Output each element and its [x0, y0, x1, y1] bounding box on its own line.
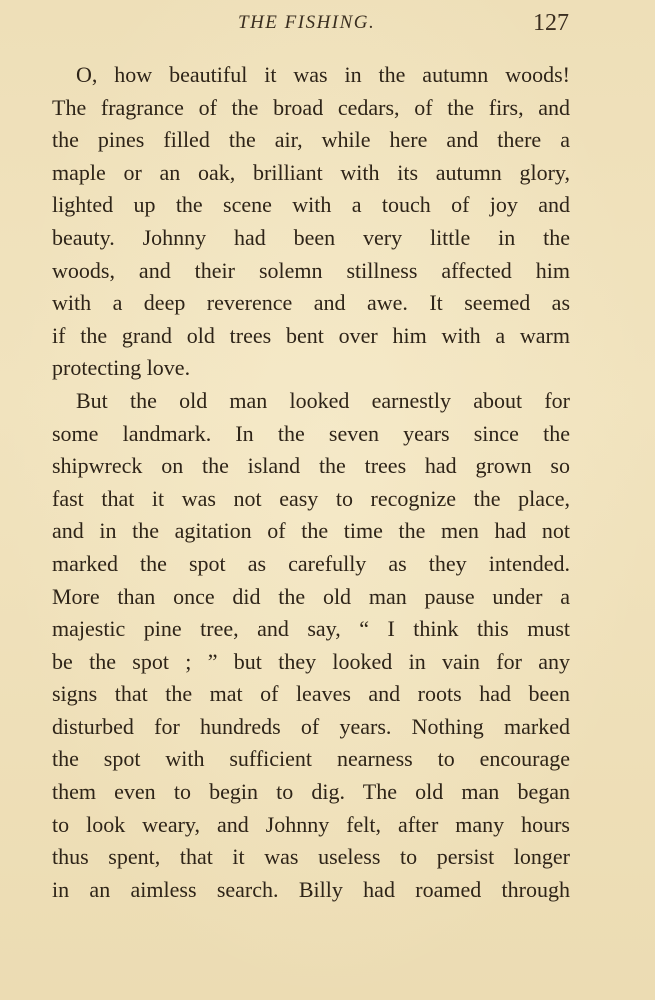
text-line: lighted up the scene with a touch of joy and: [52, 192, 570, 218]
page-number: 127: [533, 10, 569, 36]
text-line: signs that the mat of leaves and roots had been: [52, 681, 570, 707]
text-line: beauty. Johnny had been very little in the: [52, 224, 570, 250]
text-line: the spot with sufficient nearness to encourage: [52, 746, 570, 772]
text-line: maple or an oak, brilliant with its autumn glory,: [52, 159, 570, 185]
text-line: But the old man looked earnestly about for: [76, 387, 570, 413]
text-line: them even to begin to dig. The old man began: [52, 779, 570, 805]
text-line: if the grand old trees bent over him with a warm: [52, 322, 570, 348]
body-text: [52, 59, 570, 906]
text-line: the pines filled the air, while here and there a: [52, 127, 570, 153]
text-line: fast that it was not easy to recognize the place,: [52, 485, 570, 511]
text-line: woods, and their solemn stillness affected him: [52, 257, 570, 283]
text-line: in an aimless search. Billy had roamed through: [52, 876, 570, 902]
text-line: be the spot ; ” but they looked in vain for any: [52, 648, 570, 674]
text-line: The fragrance of the broad cedars, of the firs, and: [52, 94, 570, 120]
text-line: O, how beautiful it was in the autumn woods!: [76, 62, 570, 87]
text-line: thus spent, that it was useless to persist longer: [52, 844, 570, 870]
text-line: some landmark. In the seven years since the: [52, 420, 570, 446]
text-line: More than once did the old man pause under a: [52, 583, 570, 609]
text-line: marked the spot as carefully as they intended.: [52, 550, 570, 576]
text-line: majestic pine tree, and say, “ I think this must: [52, 616, 570, 642]
text-line: and in the agitation of the time the men had not: [52, 518, 570, 544]
text-line: shipwreck on the island the trees had grown so: [52, 453, 570, 479]
text-line: to look weary, and Johnny felt, after many hours: [52, 811, 570, 837]
running-head: [0, 12, 655, 42]
running-title: THE FISHING.: [238, 12, 376, 33]
text-line: with a deep reverence and awe. It seemed as: [52, 290, 570, 316]
text-line: protecting love.: [52, 355, 191, 381]
text-line: disturbed for hundreds of years. Nothing marked: [52, 713, 570, 739]
